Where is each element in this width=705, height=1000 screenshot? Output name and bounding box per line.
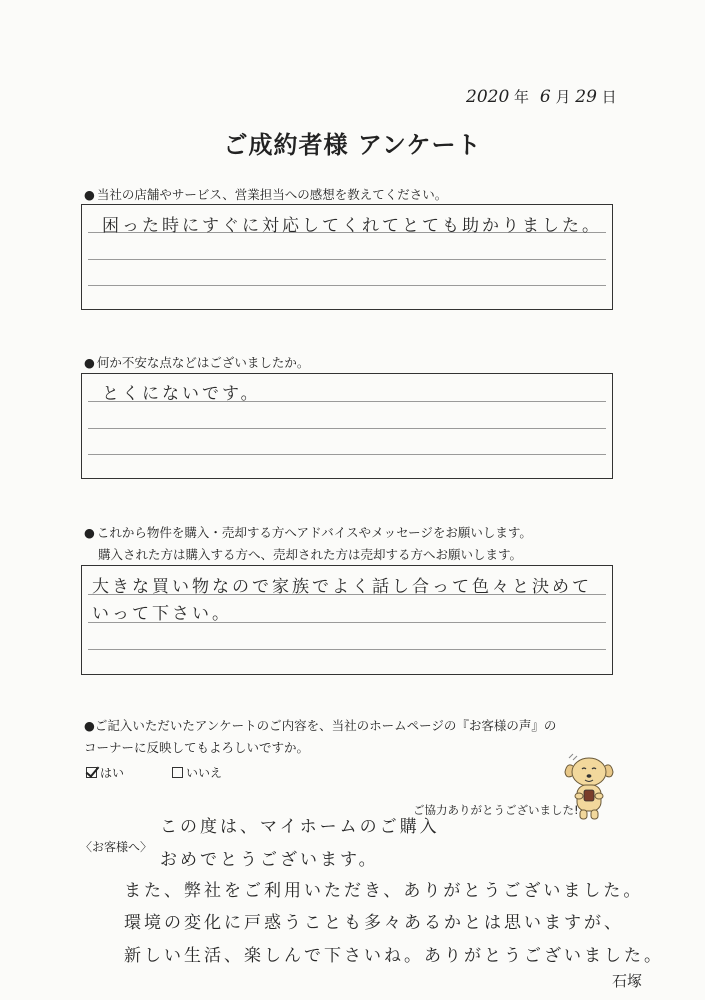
date-year: 2020 <box>466 87 510 107</box>
date-day: 29 <box>575 87 597 107</box>
consent-question-line-2: コーナーに反映してもよろしいですか。 <box>84 740 310 755</box>
answer-box-1[interactable] <box>81 204 613 310</box>
ruled-line <box>88 259 606 260</box>
page-title: ご成約者様 アンケート <box>223 131 482 159</box>
consent-option-yes[interactable]: はい <box>86 764 124 781</box>
staff-message-line-2: おめでとうございます。 <box>160 850 379 870</box>
bullet-icon: ● <box>84 187 95 202</box>
ruled-line <box>88 285 606 286</box>
question-3-label: ● これから物件を購入・売却する方へアドバイスやメッセージをお願いします。 <box>84 525 532 540</box>
checkbox-icon[interactable] <box>172 767 183 778</box>
consent-option-no[interactable]: いいえ <box>172 764 222 781</box>
question-2-label: ● 何か不安な点などはございましたか。 <box>84 355 310 370</box>
answer-2-text: とくにないです。 <box>102 384 261 404</box>
answer-3-line-2: いって下さい。 <box>92 604 232 624</box>
date-year-label: 年 <box>514 88 530 106</box>
bullet-icon: ● <box>84 355 95 370</box>
survey-date <box>466 86 617 107</box>
date-month-label: 月 <box>555 88 571 106</box>
question-1-label: ● 当社の店舗やサービス、営業担当への感想を教えてください。 <box>84 187 448 202</box>
staff-message-line-3: また、弊社をご利用いただき、ありがとうございました。 <box>124 881 644 901</box>
thanks-message: ご協力ありがとうございました! <box>413 803 579 817</box>
bullet-icon: ● <box>84 718 95 733</box>
ruled-line <box>88 649 606 650</box>
checkbox-checked-icon[interactable] <box>86 767 97 778</box>
date-month: 6 <box>539 87 551 107</box>
question-3-sublabel: 購入された方は購入する方へ、売却された方は売却する方へお願いします。 <box>98 547 523 562</box>
staff-message-line-4: 環境の変化に戸惑うことも多々あるかとは思いますが、 <box>124 913 624 933</box>
answer-box-2[interactable] <box>81 373 613 479</box>
staff-signature: 石塚 <box>612 972 643 990</box>
staff-message-line-5: 新しい生活、楽しんで下さいね。ありがとうございました。 <box>124 946 664 966</box>
answer-3-line-1: 大きな買い物なので家族でよく話し合って色々と決めて <box>92 577 592 597</box>
staff-message-line-1: この度は、マイホームのご購入 <box>160 817 440 837</box>
consent-question: ●ご記入いただいたアンケートのご内容を、当社のホームページの『お客様の声』の <box>84 718 557 733</box>
date-day-label: 日 <box>601 88 617 106</box>
bullet-icon: ● <box>84 525 95 540</box>
ruled-line <box>88 454 606 455</box>
answer-1-text: 困った時にすぐに対応してくれてとても助かりました。 <box>102 216 602 236</box>
answer-box-3[interactable] <box>81 565 613 675</box>
customer-label: 〈お客様へ〉 <box>80 840 153 854</box>
ruled-line <box>88 428 606 429</box>
